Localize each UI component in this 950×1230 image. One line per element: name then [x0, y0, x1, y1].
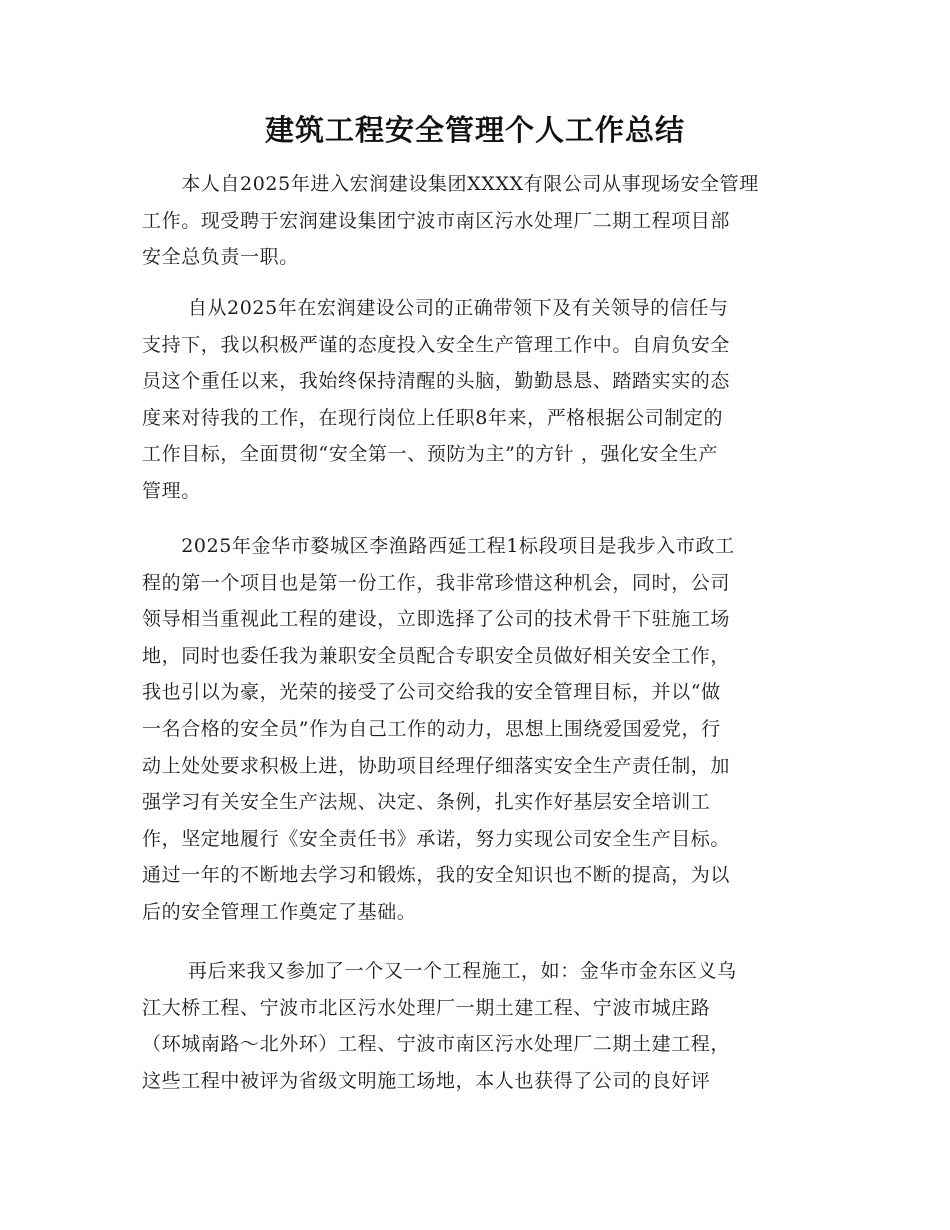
paragraph-3: [142, 528, 822, 931]
text-line: 这些工程中被评为省级文明施工场地，本人也获得了公司的良好评: [142, 1069, 711, 1092]
text-line: 江大桥工程、宁波市北区污水处理厂一期土建工程、宁波市城庄路: [142, 996, 711, 1019]
text-line: 安全总负责一职。: [142, 246, 299, 269]
text-line: 支持下，我以积极严谨的态度投入安全生产管理工作中。自肩负安全: [142, 333, 731, 356]
text-line: 强学习有关安全生产法规、决定、条例，扎实作好基层安全培训工: [142, 791, 711, 814]
text-line: 我也引以为豪，光荣的接受了公司交给我的安全管理目标，并以“做: [142, 681, 721, 704]
text-line: 通过一年的不断地去学习和锻炼，我的安全知识也不断的提高，为以: [142, 864, 731, 887]
text-line: 工作。现受聘于宏润建设集团宁波市南区污水处理厂二期工程项目部: [142, 209, 731, 232]
text-line: 地，同时也委任我为兼职安全员配合专职安全员做好相关安全工作，: [142, 644, 731, 667]
text-line: 工作目标，全面贯彻“安全第一、预防为主”的方针 ，强化安全生产: [142, 443, 719, 466]
text-line: 员这个重任以来，我始终保持清醒的头脑，勤勤恳恳、踏踏实实的态: [142, 370, 731, 393]
text-line: （环城南路～北外环）工程、宁波市南区污水处理厂二期土建工程，: [142, 1033, 731, 1056]
paragraph-2: [142, 290, 822, 510]
text-line: 自从2025年在宏润建设公司的正确带领下及有关领导的信任与: [142, 297, 729, 319]
paragraph-1: [142, 166, 822, 276]
text-line: 管理。: [142, 479, 201, 502]
text-line: 后的安全管理工作奠定了基础。: [142, 900, 417, 923]
text-line: 度来对待我的工作，在现行岗位上任职8年来，严格根据公司制定的: [142, 406, 724, 429]
text-line: 再后来我又参加了一个又一个工程施工，如：金华市金东区义乌: [142, 960, 737, 982]
text-line: 一名合格的安全员”作为自己工作的动力，思想上围绕爱国爱党，行: [142, 717, 721, 740]
text-line: 领导相当重视此工程的建设，立即选择了公司的技术骨干下驻施工场: [142, 608, 731, 631]
text-line: 程的第一个项目也是第一份工作，我非常珍惜这种机会，同时，公司: [142, 571, 731, 594]
document-title: 建筑工程安全管理个人工作总结: [264, 113, 685, 147]
paragraph-4: [142, 953, 822, 1099]
text-line: 本人自2025年进入宏润建设集团XXXX有限公司从事现场安全管理: [142, 173, 759, 195]
text-line: 2025年金华市婺城区李渔路西延工程1标段项目是我步入市政工: [142, 535, 735, 557]
text-line: 作，坚定地履行《安全责任书》承诺，努力实现公司安全生产目标。: [142, 827, 731, 850]
text-line: 动上处处要求积极上进，协助项目经理仔细落实安全生产责任制，加: [142, 754, 731, 777]
